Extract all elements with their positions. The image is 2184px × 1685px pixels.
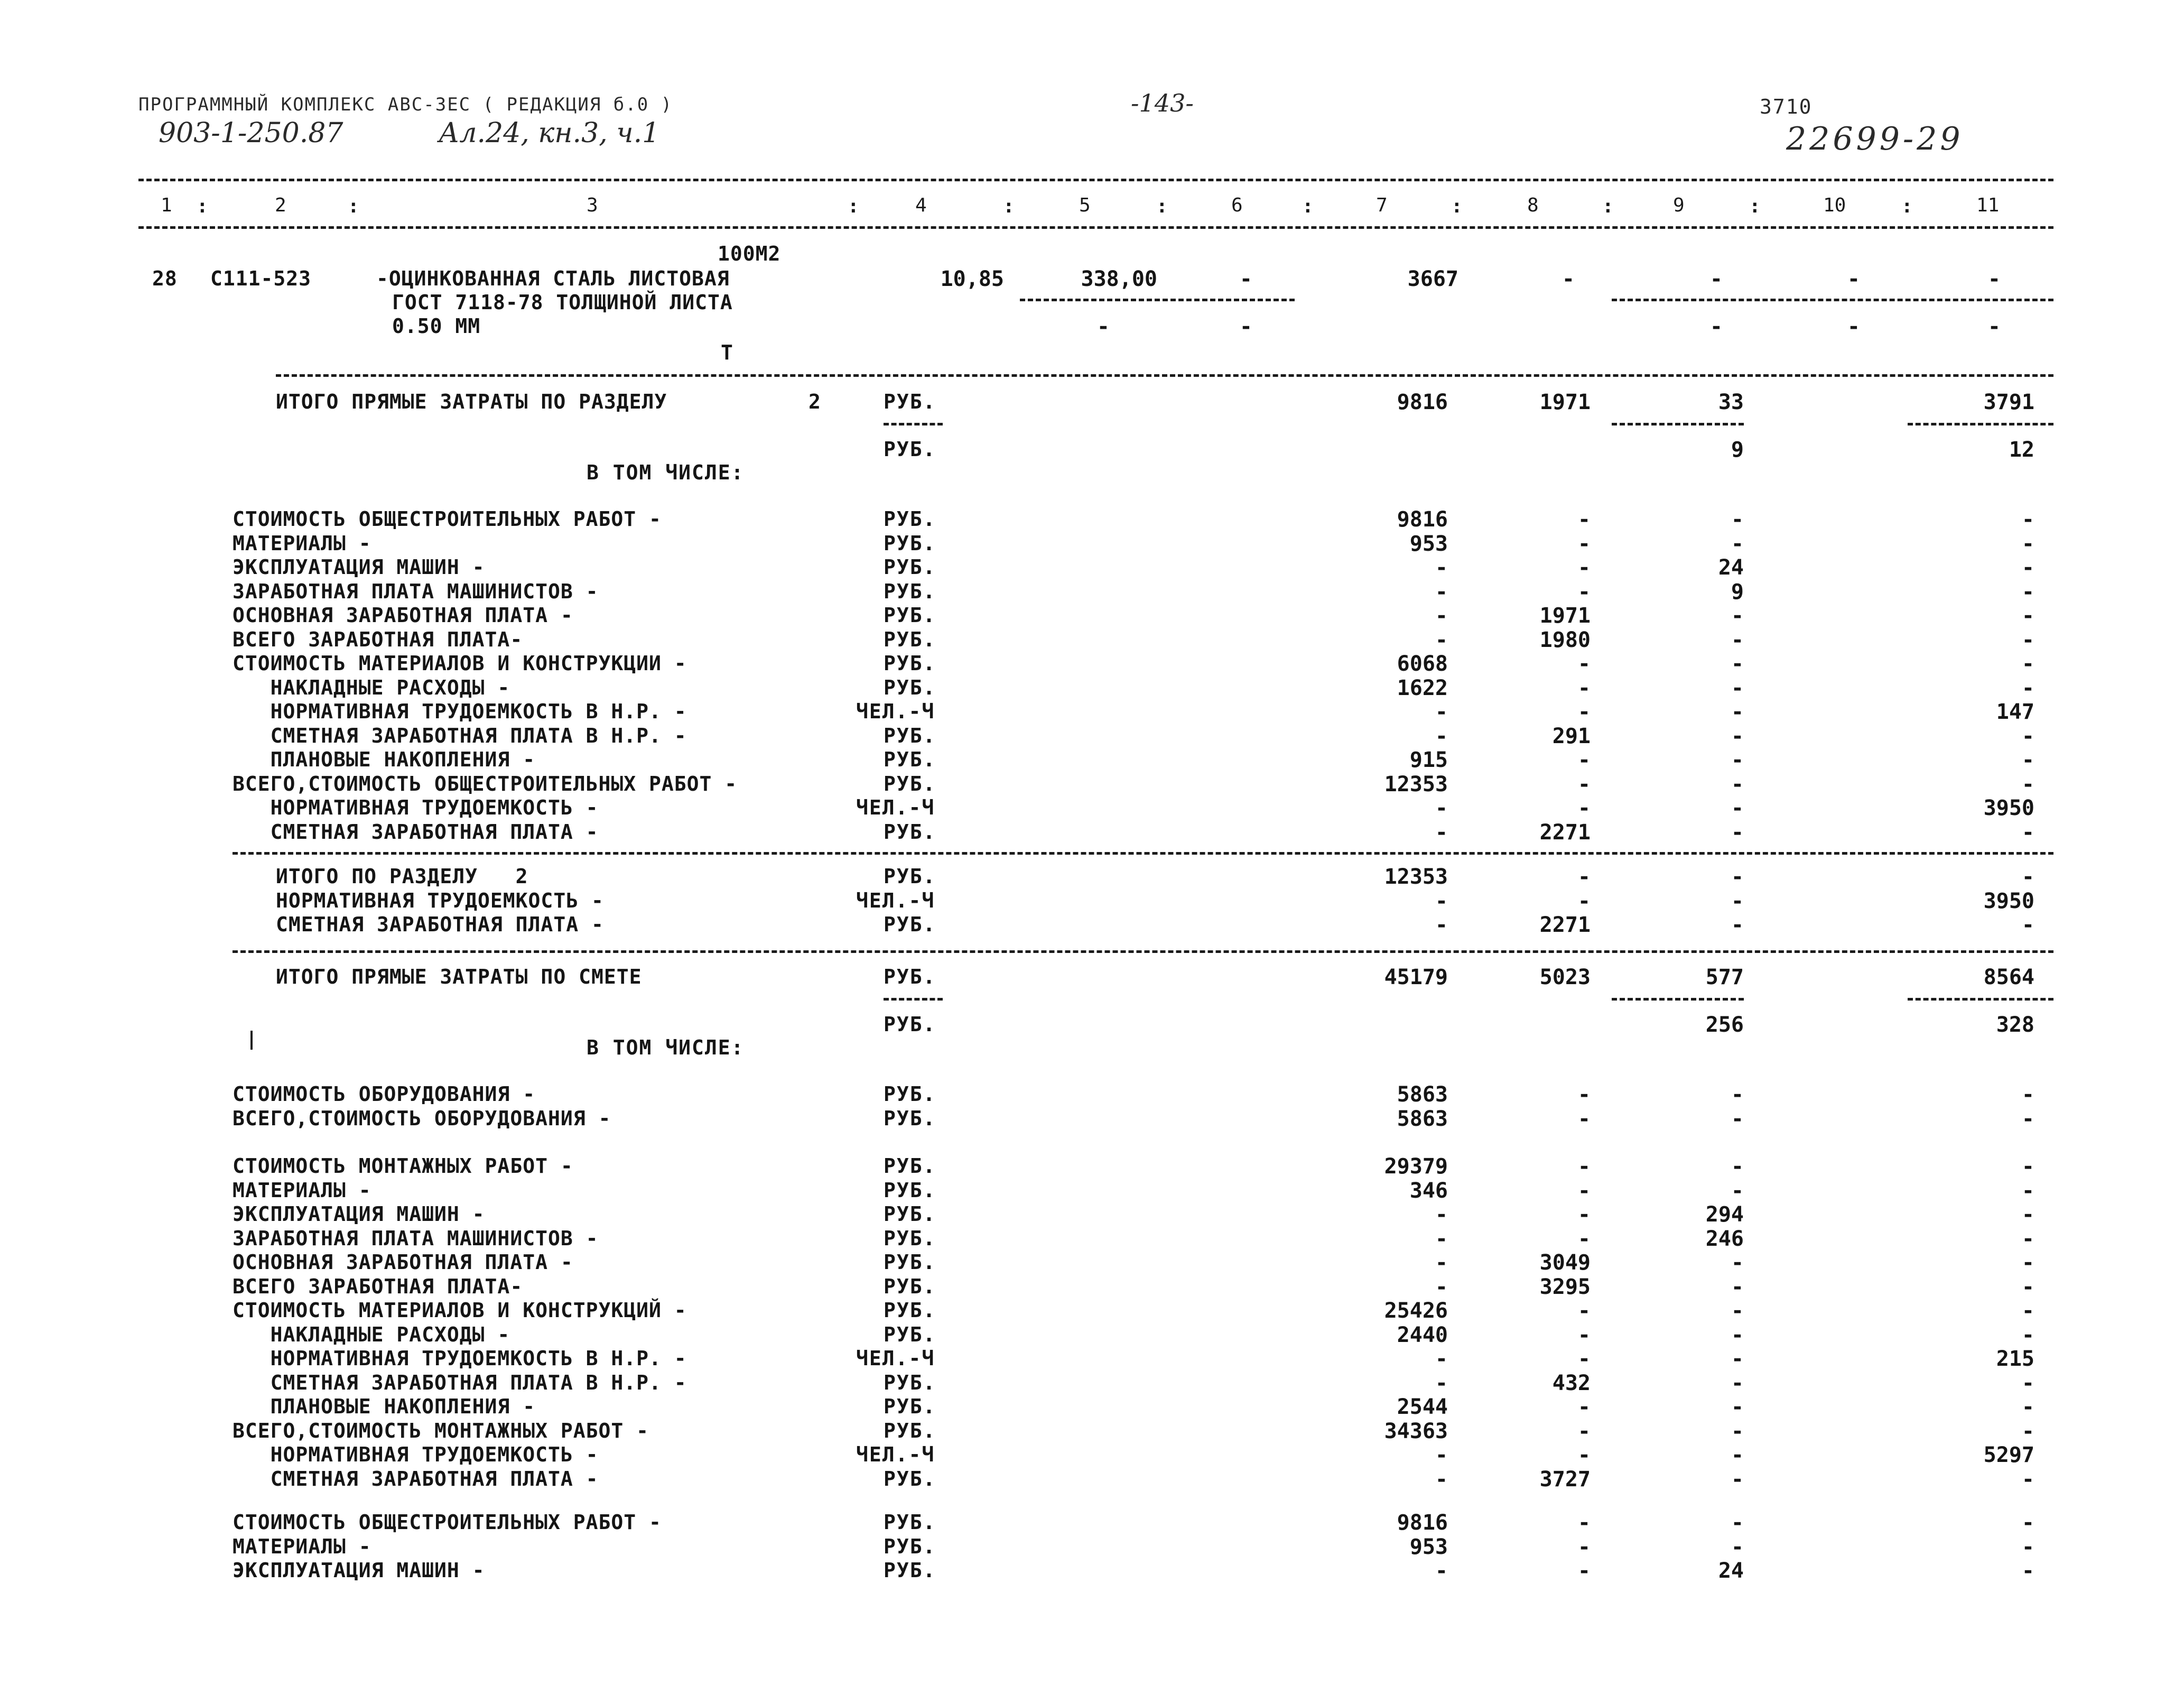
row-label: ОСНОВНАЯ ЗАРАБОТНАЯ ПЛАТА -	[233, 604, 573, 627]
section-total-v9b: 9	[1731, 438, 1744, 462]
section-total-v11b: 12	[2009, 438, 2034, 462]
row-col7: -	[1435, 1226, 1448, 1251]
row-unit: РУБ.	[884, 1534, 936, 1558]
row-col8: -	[1577, 1299, 1591, 1323]
column-separator: :	[1749, 196, 1761, 217]
row-col11: -	[2021, 652, 2034, 676]
row-label: НОРМАТИВНАЯ ТРУДОЕМКОСТЬ -	[233, 1443, 599, 1466]
column-separator: :	[348, 196, 359, 217]
including-label-2: В ТОМ ЧИСЛЕ:	[587, 1036, 745, 1059]
row-col11: -	[2021, 865, 2034, 889]
row-unit: ЧЕЛ.-Ч	[856, 796, 935, 819]
section-total-v11-dash	[1908, 423, 2053, 425]
row-col11: -	[2021, 627, 2034, 652]
row-col7: -	[1435, 820, 1448, 845]
estimate-total-v7: 45179	[1384, 965, 1448, 989]
item-col5-sub: -	[1096, 314, 1110, 339]
item-col11-sub: -	[1987, 314, 2001, 339]
row-col9: 9	[1731, 579, 1744, 604]
item-dash-56	[1020, 299, 1295, 301]
column-separator: :	[1602, 196, 1614, 217]
row-unit: РУБ.	[884, 772, 936, 795]
column-separator: :	[1302, 196, 1314, 217]
row-col9: 294	[1705, 1202, 1744, 1227]
row-unit: РУБ.	[884, 507, 936, 531]
row-col7: 915	[1409, 748, 1448, 772]
item-col6: -	[1239, 267, 1252, 291]
row-col8: -	[1577, 1395, 1591, 1419]
row-col11: -	[2021, 1299, 2034, 1323]
row-col11: -	[2021, 820, 2034, 845]
row-col9: -	[1731, 1274, 1744, 1299]
row-label: ЭКСПЛУАТАЦИЯ МАШИН -	[233, 1559, 485, 1582]
row-label: НОРМАТИВНАЯ ТРУДОЕМКОСТЬ В Н.Р. -	[233, 700, 687, 723]
column-number: 2	[275, 195, 286, 216]
row-col9: -	[1731, 531, 1744, 556]
row-col9: -	[1731, 1511, 1744, 1535]
row-col8: -	[1577, 1443, 1591, 1467]
row-col11: -	[2021, 1371, 2034, 1395]
row-unit: ЧЕЛ.-Ч	[856, 888, 935, 912]
row-col11: -	[2021, 772, 2034, 797]
row-unit: ЧЕЛ.-Ч	[856, 1347, 935, 1370]
row-unit: РУБ.	[884, 627, 936, 651]
row-col9: -	[1731, 1347, 1744, 1371]
row-unit: РУБ.	[884, 604, 936, 627]
row-col11: -	[2021, 1467, 2034, 1492]
row-col7: 953	[1409, 531, 1448, 556]
row-label: МАТЕРИАЛЫ -	[233, 531, 371, 555]
item-col10-sub: -	[1847, 314, 1860, 339]
column-separator: :	[1156, 196, 1168, 217]
estimate-total-v9-dash	[1612, 998, 1744, 1001]
row-col8: -	[1577, 579, 1591, 604]
row-col11: -	[2021, 1274, 2034, 1299]
row-label: СТОИМОСТЬ МАТЕРИАЛОВ И КОНСТРУКЦИИ -	[233, 652, 687, 675]
row-col7: 29379	[1384, 1154, 1448, 1179]
row-col8: 1971	[1539, 604, 1591, 628]
row-col11: 215	[1996, 1347, 2034, 1371]
row-label: СМЕТНАЯ ЗАРАБОТНАЯ ПЛАТА В Н.Р. -	[233, 724, 687, 747]
row-col7: -	[1435, 724, 1448, 748]
row-col8: 3727	[1539, 1467, 1591, 1492]
item-col10: -	[1847, 267, 1860, 291]
row-col8: -	[1577, 796, 1591, 820]
row-col11: -	[2021, 1226, 2034, 1251]
row-col9: -	[1731, 1251, 1744, 1275]
row-col8: 1980	[1539, 627, 1591, 652]
row-unit: РУБ.	[884, 675, 936, 699]
row-col8: 3049	[1539, 1251, 1591, 1275]
row-label: ВСЕГО,СТОИМОСТЬ ОБОРУДОВАНИЯ -	[233, 1106, 611, 1130]
column-number: 4	[915, 195, 927, 216]
row-col11: 3950	[1983, 796, 2034, 820]
row-col7: 953	[1409, 1534, 1448, 1559]
row-col8: -	[1577, 1322, 1591, 1347]
section-total-unit-dash	[884, 423, 943, 425]
item-marker: Т	[721, 341, 733, 364]
row-col8: -	[1577, 1419, 1591, 1443]
row-col7: 2544	[1397, 1395, 1448, 1419]
row-col7: 5863	[1397, 1082, 1448, 1107]
header-rule-top	[138, 179, 2053, 181]
row-unit: РУБ.	[884, 913, 936, 936]
row-label: СМЕТНАЯ ЗАРАБОТНАЯ ПЛАТА В Н.Р. -	[233, 1371, 687, 1394]
row-col11: -	[2021, 1322, 2034, 1347]
row-col9: 24	[1718, 556, 1744, 580]
row-col11: -	[2021, 675, 2034, 700]
row-col11: 147	[1996, 700, 2034, 724]
row-label: СТОИМОСТЬ ОБЩЕСТРОИТЕЛЬНЫХ РАБОТ -	[233, 1511, 662, 1534]
row-unit: РУБ.	[884, 1511, 936, 1534]
row-col8: 432	[1552, 1371, 1591, 1395]
item-col9-sub: -	[1709, 314, 1723, 339]
row-col8: 3295	[1539, 1274, 1591, 1299]
row-label: ВСЕГО,СТОИМОСТЬ МОНТАЖНЫХ РАБОТ -	[233, 1419, 649, 1442]
row-col8: -	[1577, 1347, 1591, 1371]
column-separator: :	[1451, 196, 1463, 217]
row-unit: РУБ.	[884, 1322, 936, 1346]
section-total-number: 2	[808, 390, 821, 413]
row-col7: -	[1435, 1467, 1448, 1492]
column-number: 6	[1231, 195, 1243, 216]
row-col7: -	[1435, 913, 1448, 937]
row-col9: -	[1731, 1371, 1744, 1395]
estimate-total-v9b: 256	[1705, 1013, 1744, 1037]
row-col7: -	[1435, 627, 1448, 652]
row-label: ВСЕГО ЗАРАБОТНАЯ ПЛАТА-	[233, 1274, 523, 1298]
row-col9: -	[1731, 652, 1744, 676]
row-col11: 3950	[1983, 888, 2034, 913]
row-unit: РУБ.	[884, 1082, 936, 1106]
item-dash-911	[1612, 299, 2053, 301]
row-label: ЭКСПЛУАТАЦИЯ МАШИН -	[233, 556, 485, 579]
item-description-3: 0.50 ММ	[392, 314, 481, 338]
row-col9: -	[1731, 1395, 1744, 1419]
page-number: -143-	[1131, 89, 1194, 117]
archive-number: 22699-29	[1786, 121, 1964, 158]
row-col9: -	[1731, 604, 1744, 628]
project-code: 903-1-250.87	[159, 117, 343, 149]
row-label: ПЛАНОВЫЕ НАКОПЛЕНИЯ -	[233, 748, 536, 771]
estimate-total-unit-dash	[884, 998, 943, 1001]
row-unit: РУБ.	[884, 1371, 936, 1394]
column-number: 7	[1376, 195, 1388, 216]
row-col9: 24	[1718, 1559, 1744, 1583]
row-label: НАКЛАДНЫЕ РАСХОДЫ -	[233, 675, 510, 699]
row-label: СТОИМОСТЬ МОНТАЖНЫХ РАБОТ -	[233, 1154, 573, 1178]
rule-before-section-summary	[233, 852, 2053, 855]
header-rule-bottom	[138, 226, 2053, 229]
row-col7: -	[1435, 556, 1448, 580]
row-col9: -	[1731, 748, 1744, 772]
section-total-unit-2: РУБ.	[884, 438, 936, 461]
section-total-v11: 3791	[1983, 390, 2034, 414]
item-description-1: -ОЦИНКОВАННАЯ СТАЛЬ ЛИСТОВАЯ	[376, 267, 730, 290]
row-col11: 5297	[1983, 1443, 2034, 1467]
row-col8: -	[1577, 1226, 1591, 1251]
section-total-unit: РУБ.	[884, 390, 936, 413]
row-col11: -	[2021, 1154, 2034, 1179]
column-number: 5	[1079, 195, 1091, 216]
row-label: СМЕТНАЯ ЗАРАБОТНАЯ ПЛАТА -	[233, 820, 599, 844]
estimate-total-v8: 5023	[1539, 965, 1591, 989]
estimate-total-v11b: 328	[1996, 1013, 2034, 1037]
row-col7: -	[1435, 604, 1448, 628]
album-reference: Ал.24, кн.3, ч.1	[439, 117, 660, 149]
row-col8: 291	[1552, 724, 1591, 748]
row-unit: РУБ.	[884, 1202, 936, 1226]
row-unit: РУБ.	[884, 1226, 936, 1250]
column-number: 3	[587, 195, 598, 216]
item-description-2: ГОСТ 7118-78 ТОЛЩИНОЙ ЛИСТА	[392, 291, 733, 314]
row-label: ЭКСПЛУАТАЦИЯ МАШИН -	[233, 1202, 485, 1226]
row-unit: РУБ.	[884, 556, 936, 579]
row-unit: РУБ.	[884, 579, 936, 603]
item-quantity: 10,85	[940, 267, 1004, 291]
row-col7: 2440	[1397, 1322, 1448, 1347]
row-col9: -	[1731, 1106, 1744, 1131]
row-col9: -	[1731, 507, 1744, 532]
row-col8: -	[1577, 556, 1591, 580]
estimate-total-label: ИТОГО ПРЯМЫЕ ЗАТРАТЫ ПО СМЕТЕ	[276, 965, 642, 988]
row-col9: -	[1731, 700, 1744, 724]
row-label: СТОИМОСТЬ ОБОРУДОВАНИЯ -	[233, 1082, 536, 1106]
row-col7: -	[1435, 1251, 1448, 1275]
row-col9: -	[1731, 1419, 1744, 1443]
row-col7: -	[1435, 1274, 1448, 1299]
rule-section-total	[276, 374, 2053, 377]
row-col7: -	[1435, 796, 1448, 820]
row-col7: 1622	[1397, 675, 1448, 700]
row-col11: -	[2021, 507, 2034, 532]
row-unit: ЧЕЛ.-Ч	[856, 1443, 935, 1466]
row-col8: -	[1577, 1106, 1591, 1131]
column-number: 10	[1823, 195, 1846, 216]
row-col9: 246	[1705, 1226, 1744, 1251]
estimate-total-v11-dash	[1908, 998, 2053, 1001]
row-col11: -	[2021, 1511, 2034, 1535]
row-label: НОРМАТИВНАЯ ТРУДОЕМКОСТЬ В Н.Р. -	[233, 1347, 687, 1370]
row-col11: -	[2021, 1251, 2034, 1275]
row-col11: -	[2021, 1178, 2034, 1203]
row-col7: -	[1435, 1202, 1448, 1227]
row-col7: 9816	[1397, 507, 1448, 532]
row-col9: -	[1731, 675, 1744, 700]
row-col7: -	[1435, 700, 1448, 724]
row-col11: -	[2021, 556, 2034, 580]
row-col9: -	[1731, 865, 1744, 889]
column-separator: :	[1901, 196, 1913, 217]
row-col8: -	[1577, 507, 1591, 532]
row-unit: РУБ.	[884, 1154, 936, 1178]
row-label: ПЛАНОВЫЕ НАКОПЛЕНИЯ -	[233, 1395, 536, 1418]
including-label: В ТОМ ЧИСЛЕ:	[587, 461, 745, 484]
row-col9: -	[1731, 888, 1744, 913]
row-col8: -	[1577, 865, 1591, 889]
row-label: НОРМАТИВНАЯ ТРУДОЕМКОСТЬ -	[276, 888, 604, 912]
row-unit: РУБ.	[884, 1419, 936, 1442]
row-col9: -	[1731, 1082, 1744, 1107]
margin-tick	[250, 1031, 253, 1050]
row-unit: РУБ.	[884, 1467, 936, 1490]
row-col7: -	[1435, 579, 1448, 604]
row-col8: -	[1577, 1082, 1591, 1107]
column-separator: :	[197, 196, 208, 217]
row-label: СМЕТНАЯ ЗАРАБОТНАЯ ПЛАТА -	[276, 913, 604, 936]
column-number: 9	[1673, 195, 1685, 216]
row-unit: РУБ.	[884, 748, 936, 771]
row-col9: -	[1731, 1534, 1744, 1559]
row-col7: 12353	[1384, 865, 1448, 889]
row-col8: -	[1577, 748, 1591, 772]
item-col9: -	[1709, 267, 1723, 291]
row-col7: -	[1435, 888, 1448, 913]
row-label: СТОИМОСТЬ МАТЕРИАЛОВ И КОНСТРУКЦИЙ -	[233, 1299, 687, 1322]
item-col8: -	[1562, 267, 1575, 291]
row-col11: -	[2021, 1534, 2034, 1559]
row-col11: -	[2021, 1202, 2034, 1227]
row-col9: -	[1731, 1322, 1744, 1347]
row-col9: -	[1731, 796, 1744, 820]
row-col7: -	[1435, 1347, 1448, 1371]
row-col11: -	[2021, 531, 2034, 556]
row-col8: -	[1577, 700, 1591, 724]
sheet-number: 3710	[1760, 95, 1813, 118]
row-col11: -	[2021, 913, 2034, 937]
row-col9: -	[1731, 1443, 1744, 1467]
row-label: СМЕТНАЯ ЗАРАБОТНАЯ ПЛАТА -	[233, 1467, 599, 1490]
row-col8: -	[1577, 888, 1591, 913]
row-col7: 25426	[1384, 1299, 1448, 1323]
row-col8: -	[1577, 652, 1591, 676]
row-label: МАТЕРИАЛЫ -	[233, 1178, 371, 1202]
row-col9: -	[1731, 820, 1744, 845]
row-col8: 2271	[1539, 913, 1591, 937]
item-total: 3667	[1407, 267, 1458, 291]
row-col7: 6068	[1397, 652, 1448, 676]
row-unit: РУБ.	[884, 1106, 936, 1130]
row-col9: -	[1731, 627, 1744, 652]
row-col11: -	[2021, 604, 2034, 628]
row-col11: -	[2021, 748, 2034, 772]
row-col11: -	[2021, 1559, 2034, 1583]
row-col7: -	[1435, 1371, 1448, 1395]
column-separator: :	[1003, 196, 1015, 217]
program-header-line: ПРОГРАММНЫЙ КОМПЛЕКС АВС-3ЕС ( РЕДАКЦИЯ б.0 )	[138, 94, 673, 115]
row-col8: -	[1577, 1511, 1591, 1535]
section-total-v8: 1971	[1539, 390, 1591, 414]
row-col8: -	[1577, 1534, 1591, 1559]
row-label: ИТОГО ПО РАЗДЕЛУ 2	[276, 865, 528, 888]
row-col7: -	[1435, 1443, 1448, 1467]
row-unit: РУБ.	[884, 1299, 936, 1322]
column-number: 8	[1527, 195, 1539, 216]
section-total-label: ИТОГО ПРЯМЫЕ ЗАТРАТЫ ПО РАЗДЕЛУ	[276, 390, 667, 413]
estimate-total-v9: 577	[1705, 965, 1744, 989]
row-col7: -	[1435, 1559, 1448, 1583]
row-unit: РУБ.	[884, 1395, 936, 1418]
section-total-v7: 9816	[1397, 390, 1448, 414]
row-col8: -	[1577, 1559, 1591, 1583]
row-col9: -	[1731, 772, 1744, 797]
row-col8: -	[1577, 675, 1591, 700]
row-label: ВСЕГО ЗАРАБОТНАЯ ПЛАТА-	[233, 627, 523, 651]
row-unit: РУБ.	[884, 1251, 936, 1274]
item-col6-sub: -	[1239, 314, 1252, 339]
row-col11: -	[2021, 579, 2034, 604]
row-unit: РУБ.	[884, 652, 936, 675]
row-col7: 346	[1409, 1178, 1448, 1203]
row-unit: РУБ.	[884, 865, 936, 888]
row-col9: -	[1731, 1178, 1744, 1203]
row-label: ВСЕГО,СТОИМОСТЬ ОБЩЕСТРОИТЕЛЬНЫХ РАБОТ -	[233, 772, 738, 795]
estimate-total-v11: 8564	[1983, 965, 2034, 989]
row-col8: 2271	[1539, 820, 1591, 845]
row-col7: 5863	[1397, 1106, 1448, 1131]
estimate-total-unit: РУБ.	[884, 965, 936, 988]
row-unit: ЧЕЛ.-Ч	[856, 700, 935, 723]
row-unit: РУБ.	[884, 724, 936, 747]
row-col9: -	[1731, 1299, 1744, 1323]
row-col8: -	[1577, 1178, 1591, 1203]
row-label: ЗАРАБОТНАЯ ПЛАТА МАШИНИСТОВ -	[233, 1226, 599, 1250]
row-unit: РУБ.	[884, 820, 936, 844]
item-number: 28	[152, 267, 178, 290]
row-col8: -	[1577, 772, 1591, 797]
row-label: НОРМАТИВНАЯ ТРУДОЕМКОСТЬ -	[233, 796, 599, 819]
row-label: МАТЕРИАЛЫ -	[233, 1534, 371, 1558]
item-code: С111-523	[210, 267, 312, 290]
row-col8: -	[1577, 531, 1591, 556]
row-col9: -	[1731, 1467, 1744, 1492]
row-label: ЗАРАБОТНАЯ ПЛАТА МАШИНИСТОВ -	[233, 579, 599, 603]
item-unit: 100М2	[718, 242, 781, 265]
row-col8: -	[1577, 1202, 1591, 1227]
column-number: 11	[1976, 195, 2000, 216]
row-col7: 12353	[1384, 772, 1448, 797]
row-col9: -	[1731, 1154, 1744, 1179]
row-col9: -	[1731, 724, 1744, 748]
row-col11: -	[2021, 1395, 2034, 1419]
row-col9: -	[1731, 913, 1744, 937]
column-number: 1	[161, 195, 172, 216]
row-label: НАКЛАДНЫЕ РАСХОДЫ -	[233, 1322, 510, 1346]
row-unit: РУБ.	[884, 531, 936, 555]
row-unit: РУБ.	[884, 1178, 936, 1202]
estimate-total-unit-2: РУБ.	[884, 1013, 936, 1036]
row-unit: РУБ.	[884, 1559, 936, 1582]
item-unit-price: 338,00	[1081, 267, 1157, 291]
row-col11: -	[2021, 1419, 2034, 1443]
rule-before-estimate-total	[233, 950, 2053, 953]
section-total-v9: 33	[1718, 390, 1744, 414]
row-col7: 9816	[1397, 1511, 1448, 1535]
row-col7: 34363	[1384, 1419, 1448, 1443]
item-col11: -	[1987, 267, 2001, 291]
row-unit: РУБ.	[884, 1274, 936, 1298]
row-col11: -	[2021, 724, 2034, 748]
row-col8: -	[1577, 1154, 1591, 1179]
section-total-v9-dash	[1612, 423, 1744, 425]
column-separator: :	[848, 196, 859, 217]
row-col11: -	[2021, 1106, 2034, 1131]
row-col11: -	[2021, 1082, 2034, 1107]
row-label: СТОИМОСТЬ ОБЩЕСТРОИТЕЛЬНЫХ РАБОТ -	[233, 507, 662, 531]
row-label: ОСНОВНАЯ ЗАРАБОТНАЯ ПЛАТА -	[233, 1251, 573, 1274]
